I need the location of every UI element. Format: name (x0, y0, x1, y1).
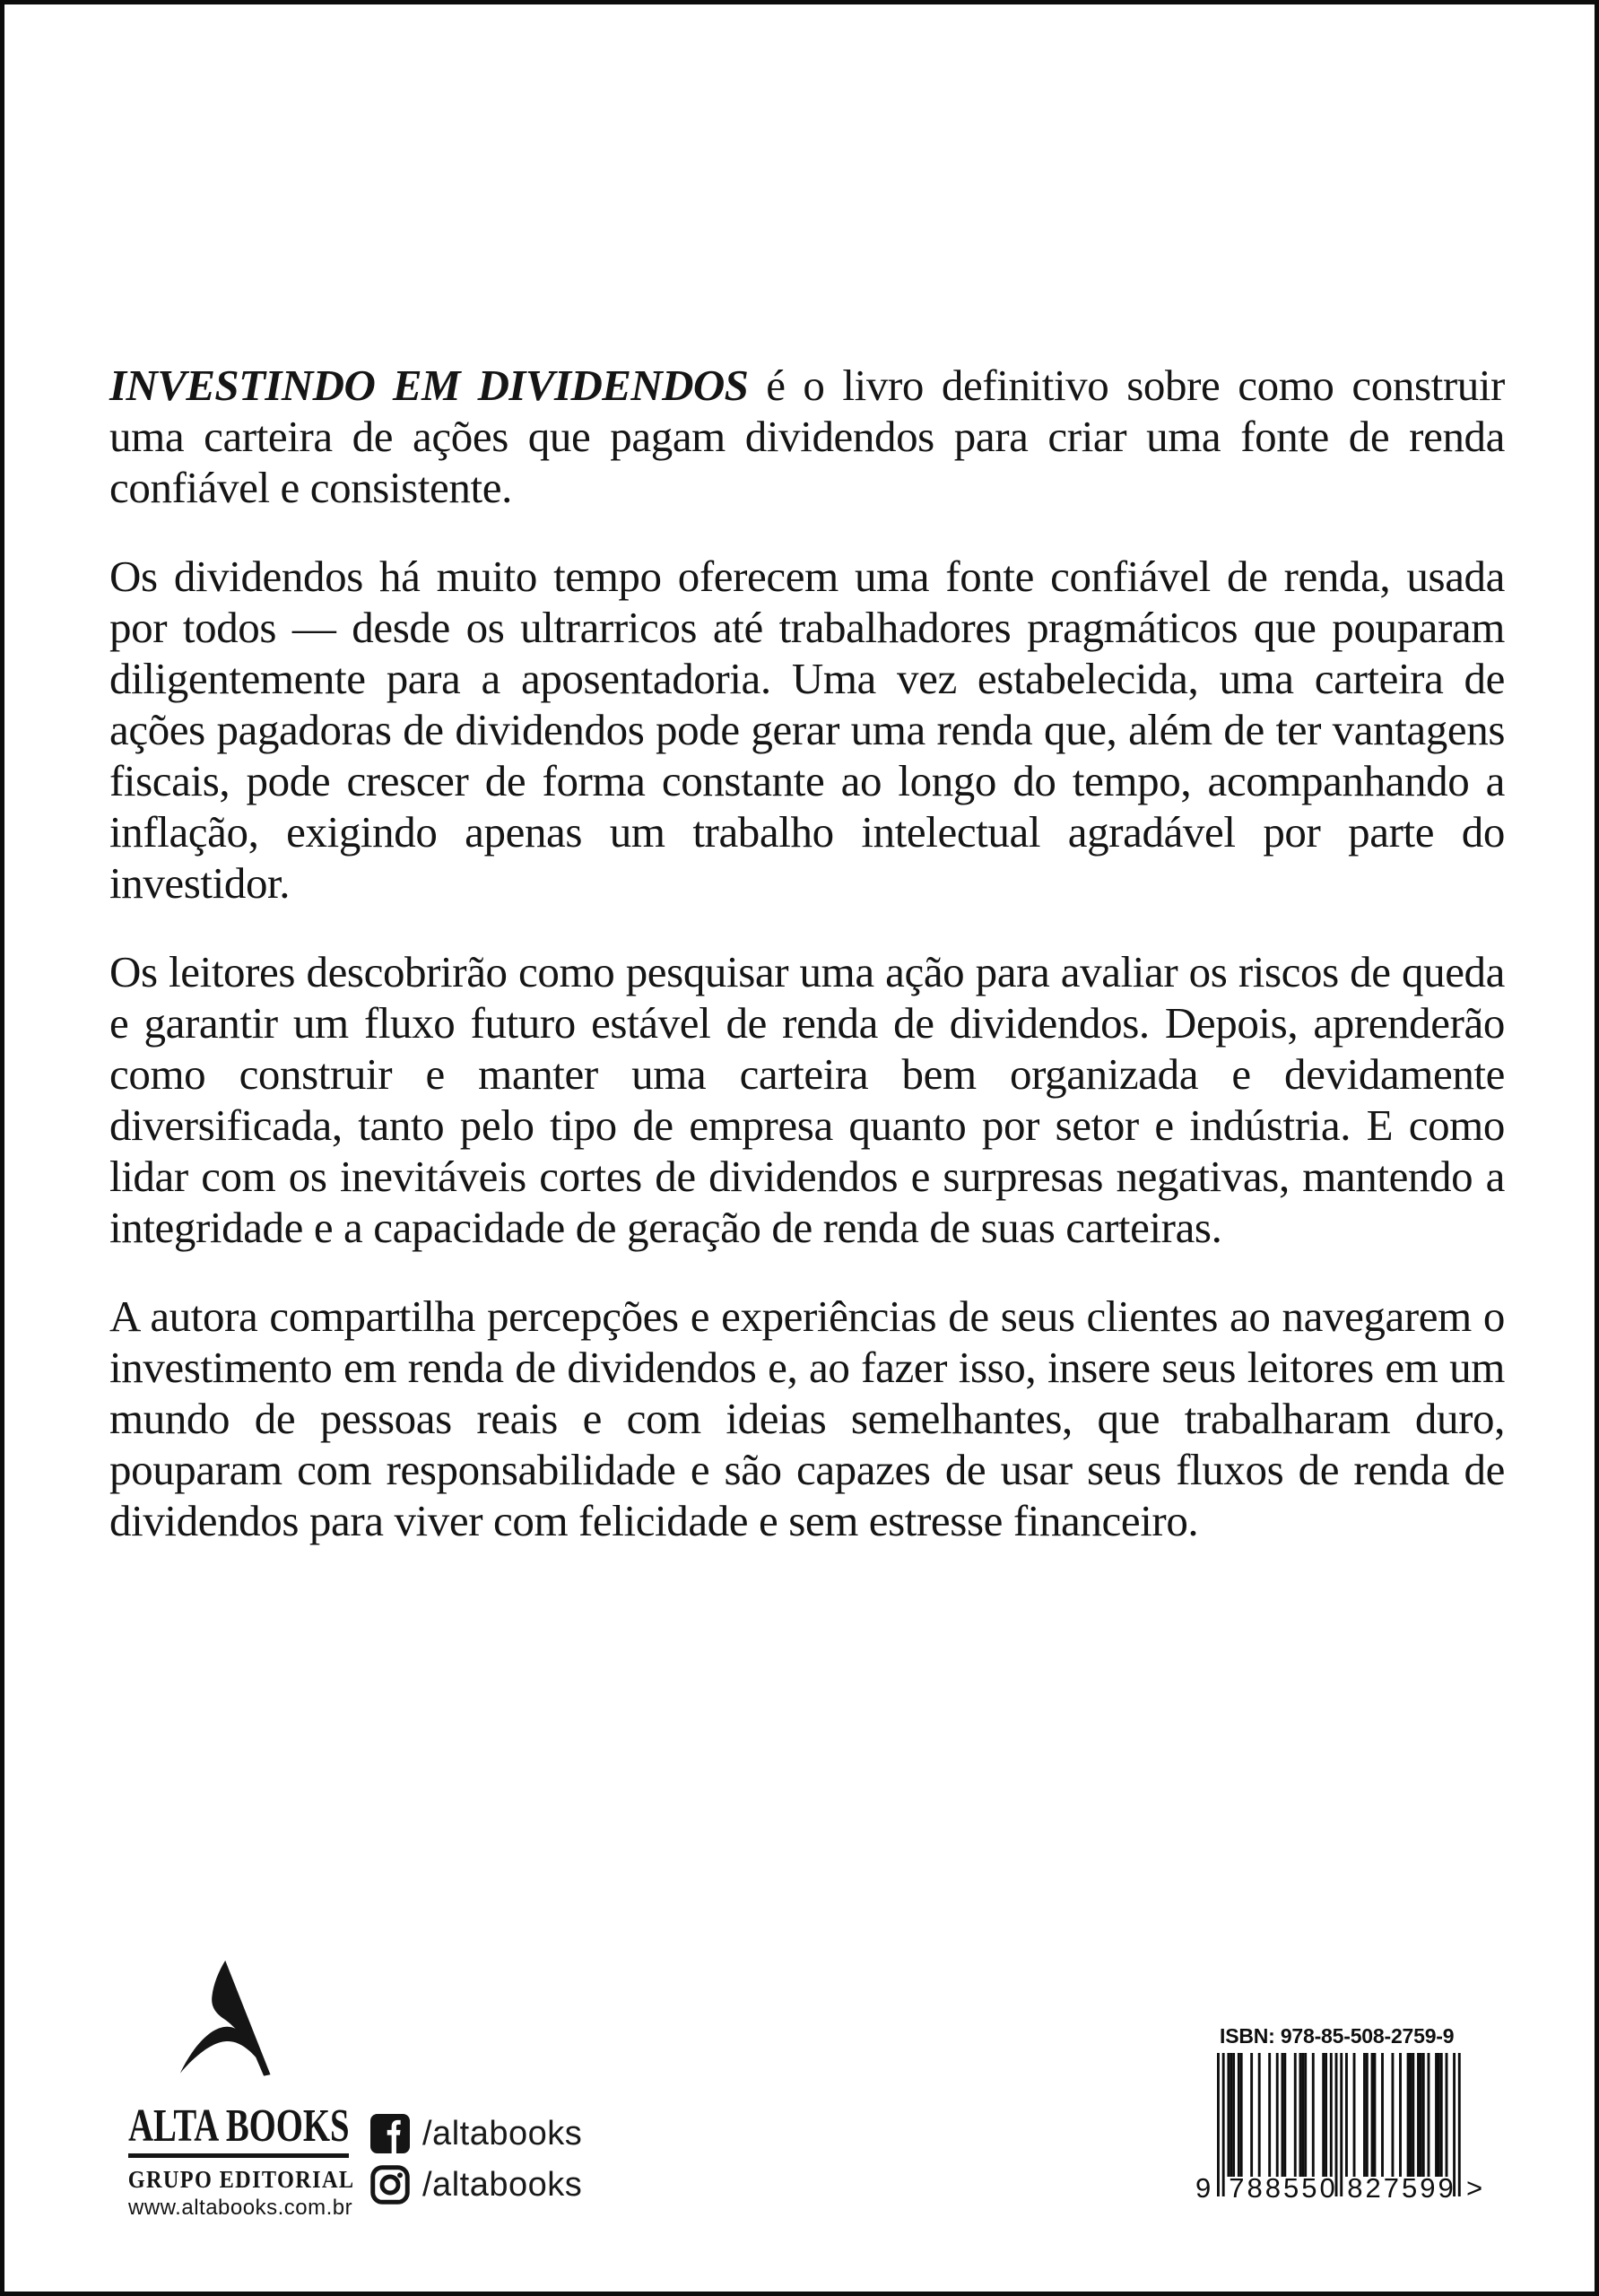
facebook-icon (370, 2114, 410, 2153)
instagram-handle: /altabooks (422, 2165, 583, 2204)
instagram-row (370, 2165, 582, 2205)
paragraph-2: Os dividendos há muito tempo oferecem uma fonte confiável de renda, usada por todos — desde os ultrarricos até trabalhadores pragmáticos que pouparam diligentemente para a aposentadoria. Uma vez estabelecida, uma carteira de ações pagadoras de dividendos pode gerar uma renda que, além de ter vantagens fiscais, pode crescer de forma constante ao longo do tempo, acompanhando a inflação, exigindo apenas um trabalho intelectual agradável por parte do investidor. (109, 552, 1505, 908)
alta-books-logo-icon (171, 1952, 306, 2085)
publisher-website: www.altabooks.com.br (128, 2196, 353, 2220)
barcode (1195, 2053, 1486, 2204)
isbn-number: 978-85-508-2759-9 (1280, 2024, 1455, 2048)
barcode-digits-left: 788550 (1229, 2172, 1338, 2204)
paragraph-3: Os leitores descobrirão como pesquisar uma ação para avaliar os riscos de queda e garantir um fluxo futuro estável de renda de dividendos. Depois, aprenderão como construir e manter uma carteira bem organizada e devidamente diversificada, tanto pelo tipo de empresa quanto por setor e indústria. E como lidar com os inevitáveis cortes de dividendos e surpresas negativas, mantendo a integridade e a capacidade de geração de renda de suas carteiras. (109, 947, 1505, 1252)
barcode-digit-lead: 9 (1195, 2172, 1214, 2204)
social-block (370, 2114, 582, 2216)
barcode-digits-right: 827599 (1347, 2172, 1456, 2204)
publisher-name: ALTA BOOKS (128, 2100, 350, 2152)
facebook-handle: /altabooks (422, 2114, 583, 2152)
facebook-row (370, 2114, 582, 2153)
isbn-label: ISBN: (1220, 2024, 1275, 2048)
publisher-divider (128, 2153, 349, 2158)
publisher-block (127, 1952, 355, 2220)
instagram-icon (370, 2165, 410, 2205)
isbn-line (1220, 2024, 1486, 2048)
isbn-block (1195, 2024, 1486, 2204)
synopsis (109, 360, 1505, 1584)
barcode-quiet-zone-mark: > (1466, 2172, 1486, 2204)
paragraph-1 (109, 360, 1505, 513)
paragraph-1-text: é o livro definitivo sobre como construir uma carteira de ações que pagam dividendos para criar uma fonte de renda confiável e consistente. (109, 361, 1505, 512)
paragraph-4: A autora compartilha percepções e experiências de seus clientes ao navegarem o investimento em renda de dividendos e, ao fazer isso, insere seus leitores em um mundo de pessoas reais e com ideias semelhantes, que trabalharam duro, pouparam com responsabilidade e são capazes de usar seus fluxos de renda de dividendos para viver com felicidade e sem estresse financeiro. (109, 1292, 1505, 1545)
book-title: INVESTINDO EM DIVIDENDOS (109, 361, 749, 410)
publisher-subtitle: GRUPO EDITORIAL (127, 2166, 355, 2193)
